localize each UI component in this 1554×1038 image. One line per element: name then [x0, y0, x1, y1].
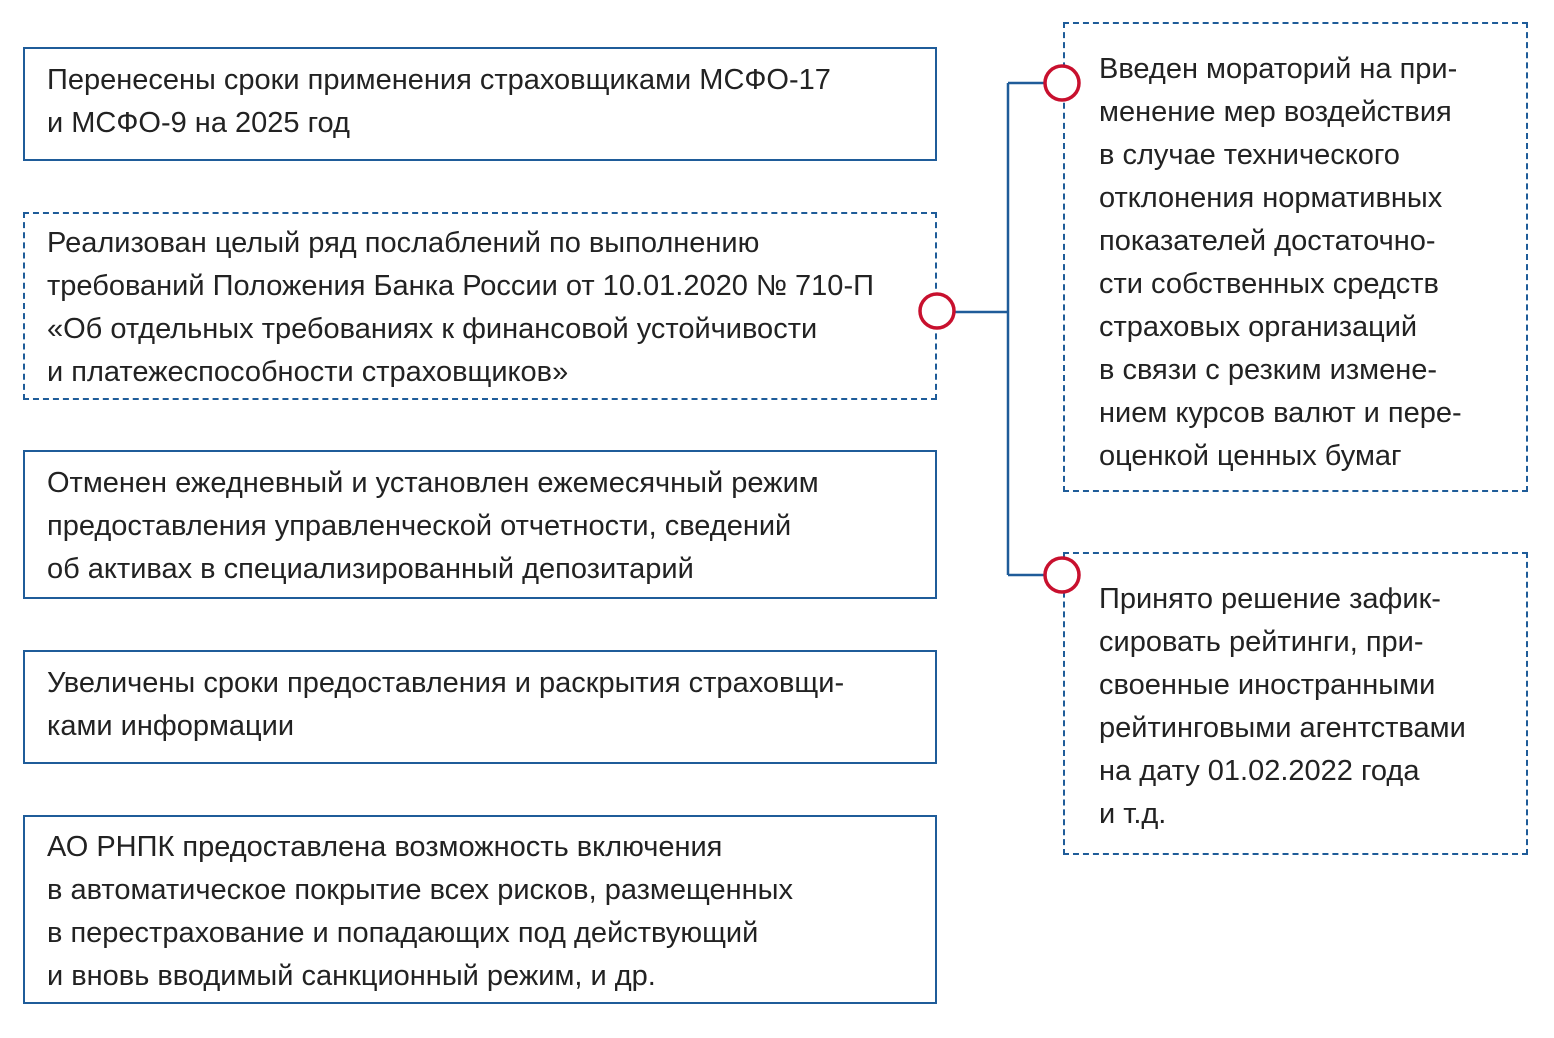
box-text-line: в автоматическое покрытие всех рисков, размещенных	[47, 874, 794, 906]
box-text-line: предоставления управленческой отчетности, сведений	[47, 510, 792, 542]
measure-box-rnpk-coverage	[23, 815, 937, 1004]
box-text-line: Принято решение зафик-	[1099, 583, 1441, 615]
box-text-line: АО РНПК предоставлена возможность включения	[47, 831, 723, 863]
box-text-line: «Об отдельных требованиях к финансовой устойчивости	[47, 313, 818, 345]
box-text-line: оценкой ценных бумаг	[1099, 440, 1402, 472]
box-text-line: об активах в специализированный депозитарий	[47, 553, 694, 585]
measure-box-ifrs-deadline	[23, 47, 937, 161]
box-text-line: Введен мораторий на при-	[1099, 53, 1458, 85]
box-text-line: и т.д.	[1099, 798, 1167, 830]
box-text-line: на дату 01.02.2022 года	[1099, 755, 1420, 787]
box-text-line: сировать рейтинги, при-	[1099, 626, 1424, 658]
measure-box-disclosure-deadlines	[23, 650, 937, 764]
box-text-line: своенные иностранными	[1099, 669, 1436, 701]
box-text-line: Отменен ежедневный и установлен ежемесячный режим	[47, 467, 819, 499]
box-text-line: ками информации	[47, 710, 295, 742]
box-text-line: сти собственных средств	[1099, 268, 1439, 300]
box-text-line: менение мер воздействия	[1099, 96, 1452, 128]
box-text-line: Реализован целый ряд послаблений по выполнению	[47, 227, 760, 259]
box-text-line: нием курсов валют и пере-	[1099, 397, 1462, 429]
box-text-line: Увеличены сроки предоставления и раскрытия страховщи-	[47, 667, 845, 699]
box-text-line: показателей достаточно-	[1099, 225, 1436, 257]
box-text-line: в случае технического	[1099, 139, 1400, 171]
measure-box-ratings-freeze	[1063, 552, 1528, 855]
measure-box-moratorium	[1063, 22, 1528, 492]
measure-box-regulation-710p	[23, 212, 937, 400]
box-text-line: Перенесены сроки применения страховщиками МСФО-17	[47, 64, 831, 96]
box-text-line: страховых организаций	[1099, 311, 1418, 343]
box-text-line: рейтинговыми агентствами	[1099, 712, 1466, 744]
measure-box-reporting-regime	[23, 450, 937, 599]
box-text-line: и платежеспособности страховщиков»	[47, 356, 569, 388]
box-text-line: отклонения нормативных	[1099, 182, 1443, 214]
box-text-line: требований Положения Банка России от 10.01.2020 № 710-П	[47, 270, 874, 302]
box-text-line: и МСФО-9 на 2025 год	[47, 107, 350, 139]
box-text-line: и вновь вводимый санкционный режим, и др.	[47, 960, 656, 992]
box-text-line: в перестрахование и попадающих под действующий	[47, 917, 759, 949]
box-text-line: в связи с резким измене-	[1099, 354, 1438, 386]
